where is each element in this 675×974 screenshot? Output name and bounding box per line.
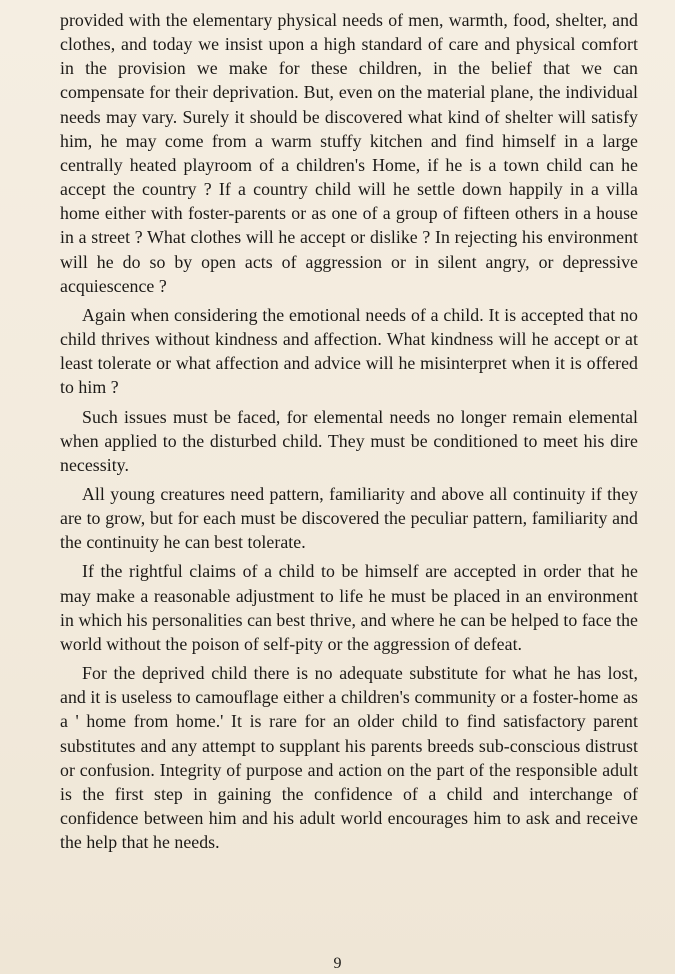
body-text — [60, 8, 638, 859]
paragraph-1: provided with the elementary physical needs of men, warmth, food, shelter, and clothes, and today we insist upon a high standard of care and physical comfort in the provision we make for these children, in the belief that we can compensate for their deprivation. But, even on the material plane, the individual needs may vary. Surely it should be discovered what kind of shelter will satisfy him, he may come from a warm stuffy kitchen and find himself in a large centrally heated playroom of a children's Home, if he is a town child can he accept the country ? If a country child will he settle down happily in a villa home either with foster-parents or as one of a group of fifteen others in a house in a street ? What clothes will he accept or dislike ? In rejecting his environment will he do so by open acts of aggression or in silent angry, or depressive acquiescence ? — [60, 10, 638, 296]
paragraph-2: Again when considering the emotional needs of a child. It is accepted that no child thrives without kindness and affection. What kindness will he accept or at least tolerate or what affection and advice will he misinterpret when it is offered to him ? — [60, 304, 638, 398]
paragraph-6: For the deprived child there is no adequate substitute for what he has lost, and it is useless to camouflage either a children's community or a foster-home as a ' home from home.' It is rare for an older child to find satisfactory parent substitutes and any attempt to supplant his parents breeds sub-conscious distrust or confusion. Integrity of purpose and action on the part of the responsible adult is the first step in gaining the confidence of a child and interchange of confidence between him and his adult world encourages him to ask and receive the help that he needs. — [60, 663, 638, 853]
paragraph-4: All young creatures need pattern, familiarity and above all continuity if they are to grow, but for each must be discovered the peculiar pattern, familiarity and the continuity he can best tolerate. — [60, 483, 638, 553]
paragraph-3: Such issues must be faced, for elemental needs no longer remain elemental when applied to the disturbed child. They must be conditioned to meet his dire necessity. — [60, 406, 638, 475]
paragraph-5: If the rightful claims of a child to be himself are accepted in order that he may make a reasonable adjustment to life he must be placed in an environment in which his personalities can best thrive, and where he can be helped to face the world without the poison of self-pity or the aggression of defeat. — [60, 561, 638, 654]
page-number: 9 — [333, 955, 342, 972]
